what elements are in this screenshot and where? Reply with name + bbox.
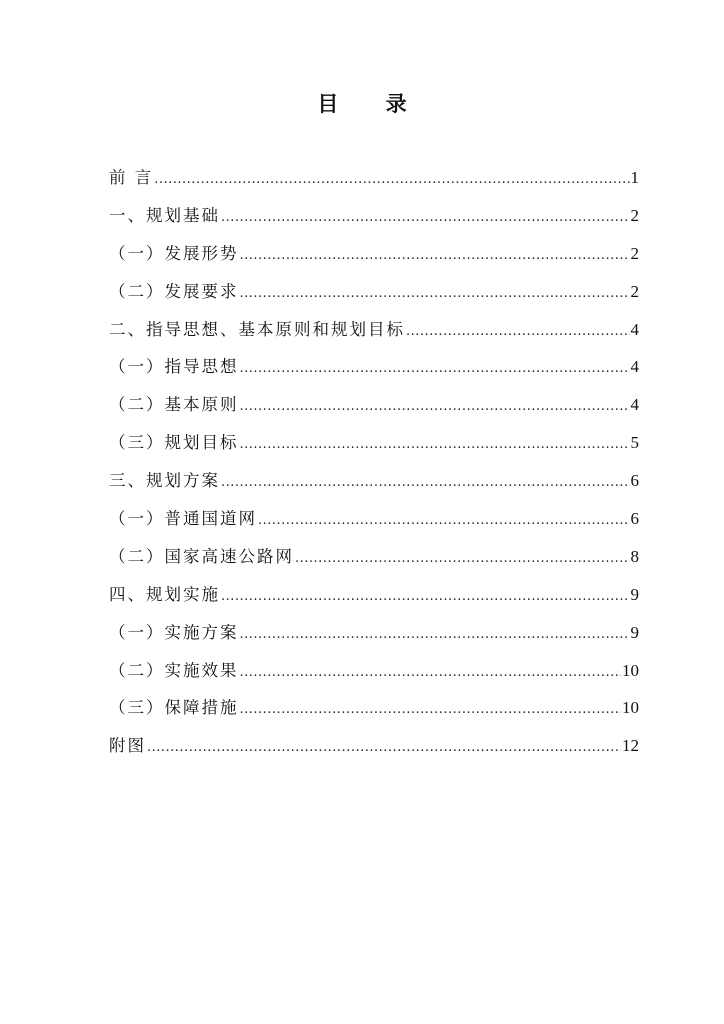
toc-entry-section-4-1[interactable] <box>109 619 639 657</box>
dot-leader <box>240 242 630 270</box>
toc-entry-section-2-1[interactable] <box>109 353 639 391</box>
dot-leader <box>406 318 630 346</box>
toc-entry-appendix-figures[interactable] <box>109 732 639 770</box>
toc-title: 目 录 <box>317 92 427 116</box>
dot-leader <box>295 545 630 573</box>
toc-entry-text: （二）发展要求 <box>109 281 239 301</box>
toc-page-number: 8 <box>630 546 639 566</box>
toc-page-number: 10 <box>622 698 639 718</box>
dot-leader <box>154 166 629 194</box>
toc-page-number: 2 <box>630 243 639 263</box>
toc-entry-text: 二、指导思想、基本原则和规划目标 <box>109 319 405 339</box>
toc-entry-section-3-2[interactable] <box>109 543 639 581</box>
dot-leader <box>240 280 630 308</box>
toc-entry-text: 三、规划方案 <box>109 471 220 491</box>
dot-leader <box>240 621 630 649</box>
toc-entry-text: （一）指导思想 <box>109 357 239 377</box>
toc-entry-text: 附图 <box>109 736 146 756</box>
toc-entry-section-1-1[interactable] <box>109 240 639 278</box>
dot-leader <box>221 469 630 497</box>
toc-page-number: 1 <box>630 168 639 187</box>
toc-entry-section-2-3[interactable] <box>109 429 639 467</box>
toc-page-number: 9 <box>630 584 639 604</box>
toc-page-number: 2 <box>630 205 639 225</box>
toc-entry-text: （一）普通国道网 <box>109 509 257 529</box>
toc-entry-text: （一）实施方案 <box>109 622 239 642</box>
toc-entry-section-3[interactable] <box>109 467 639 505</box>
toc-entry-text: （三）规划目标 <box>109 433 239 453</box>
toc-entry-text: （二）基本原则 <box>109 395 239 415</box>
toc-list <box>109 164 639 770</box>
toc-entry-section-4-3[interactable] <box>109 694 639 732</box>
toc-entry-preface[interactable] <box>109 164 639 202</box>
dot-leader <box>147 734 621 762</box>
toc-entry-section-1-2[interactable] <box>109 278 639 316</box>
toc-page-number: 4 <box>630 319 639 339</box>
toc-page-number: 10 <box>622 660 639 680</box>
toc-entry-section-2[interactable] <box>109 316 639 354</box>
toc-entry-text: （二）国家高速公路网 <box>109 546 294 566</box>
toc-entry-text: 四、规划实施 <box>109 584 220 604</box>
toc-entry-section-4[interactable] <box>109 581 639 619</box>
dot-leader <box>221 583 630 611</box>
toc-entry-section-1[interactable] <box>109 202 639 240</box>
toc-page-number: 12 <box>622 736 639 756</box>
toc-entry-section-4-2[interactable] <box>109 657 639 695</box>
toc-page-number: 4 <box>630 357 639 377</box>
dot-leader <box>240 696 622 724</box>
toc-entry-text: （一）发展形势 <box>109 243 239 263</box>
toc-entry-text: （三）保障措施 <box>109 698 239 718</box>
toc-entry-section-2-2[interactable] <box>109 391 639 429</box>
dot-leader <box>221 204 630 232</box>
toc-page-number: 4 <box>630 395 639 415</box>
toc-entry-text: （二）实施效果 <box>109 660 239 680</box>
toc-page-number: 5 <box>630 433 639 453</box>
dot-leader <box>240 393 630 421</box>
dot-leader <box>258 507 630 535</box>
toc-page-number: 6 <box>630 471 639 491</box>
toc-entry-text: 前 言 <box>109 168 154 187</box>
toc-page-number: 6 <box>630 509 639 529</box>
toc-entry-text: 一、规划基础 <box>109 205 220 225</box>
toc-page-number: 2 <box>630 281 639 301</box>
toc-entry-section-3-1[interactable] <box>109 505 639 543</box>
toc-page-number: 9 <box>630 622 639 642</box>
dot-leader <box>240 659 622 687</box>
dot-leader <box>240 431 630 459</box>
dot-leader <box>240 355 630 383</box>
